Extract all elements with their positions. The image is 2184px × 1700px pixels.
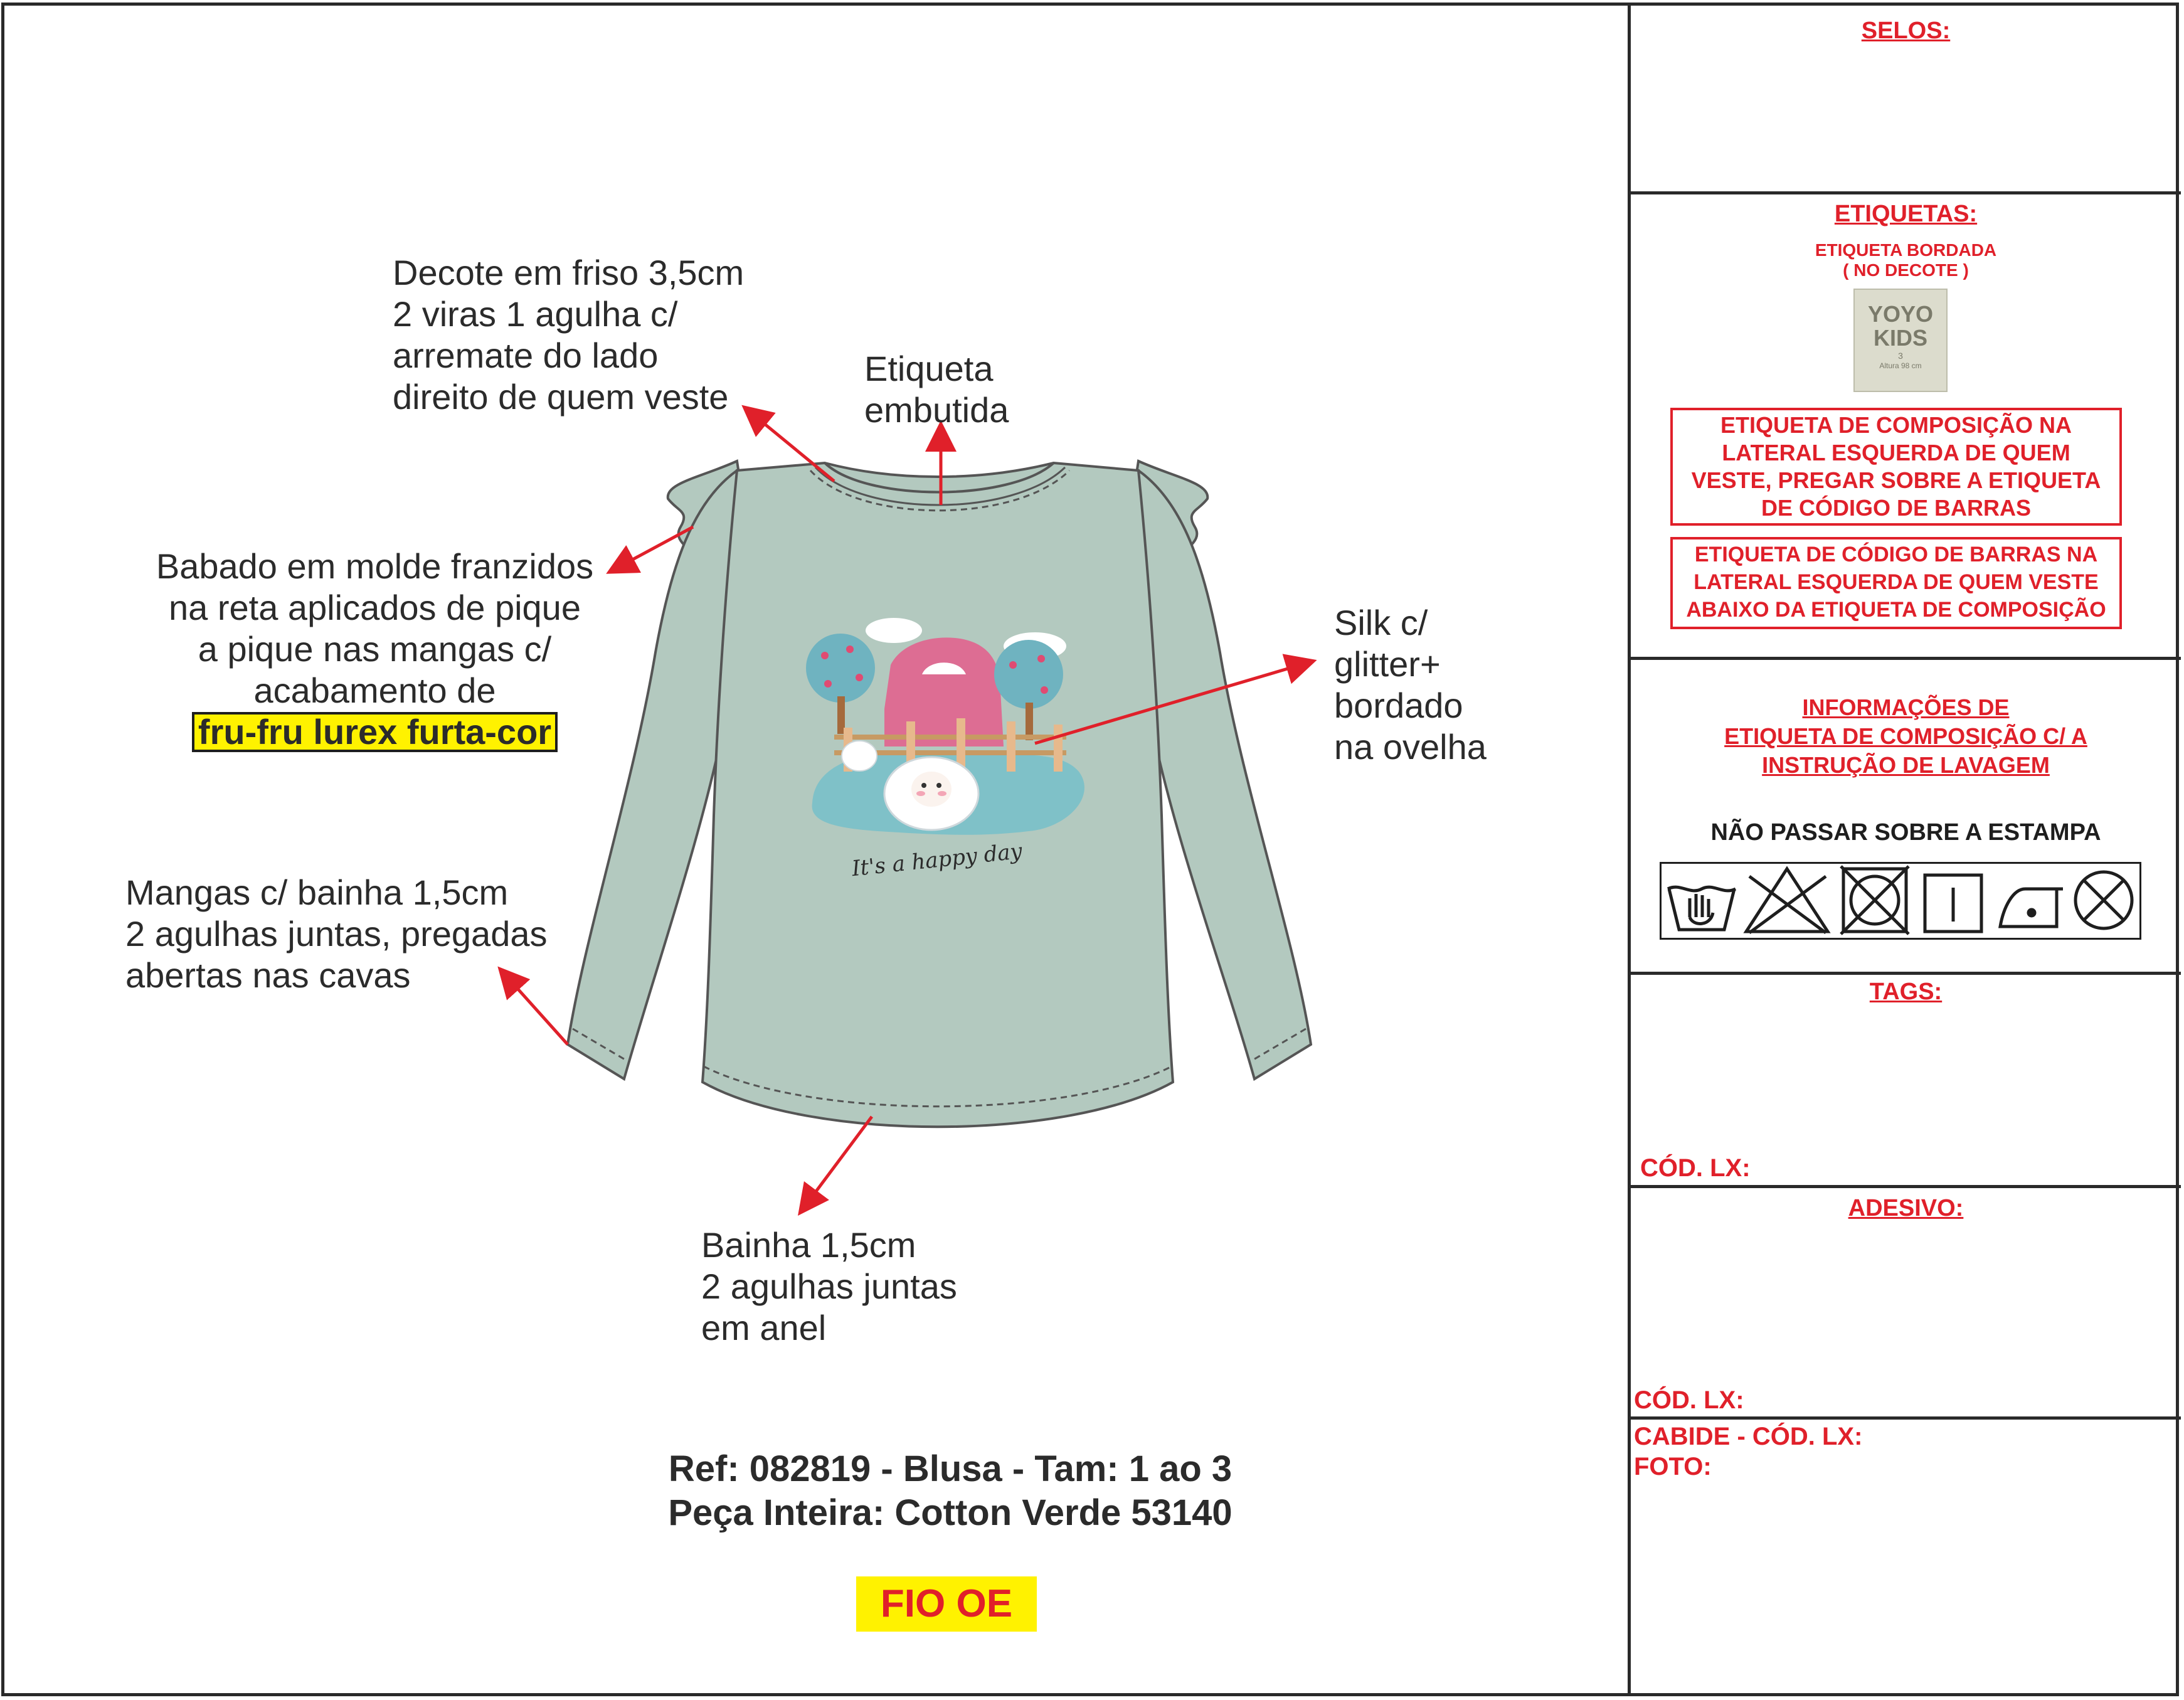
- cabide-label: CABIDE - CÓD. LX:: [1634, 1423, 1863, 1450]
- label-size: 3: [1898, 351, 1903, 361]
- note-mangas-line: Mangas c/ bainha 1,5cm: [125, 873, 509, 912]
- note-babado: [144, 546, 605, 753]
- note-silk-line: bordado: [1334, 686, 1463, 725]
- composicao-line: LATERAL ESQUERDA DE QUEM: [1722, 440, 2070, 465]
- line-dry-icon: [1925, 875, 1981, 932]
- no-bleach-icon: [1746, 869, 1828, 933]
- info-title: [1631, 693, 2181, 780]
- cod-lx-tags: CÓD. LX:: [1640, 1154, 1751, 1182]
- nao-passar-text: NÃO PASSAR SOBRE A ESTAMPA: [1710, 819, 2101, 846]
- foto-label: FOTO:: [1634, 1453, 1712, 1480]
- note-silk: [1334, 602, 1487, 768]
- note-bainha-line: Bainha 1,5cm: [701, 1225, 916, 1265]
- print-tree-left: [806, 634, 875, 703]
- iron-low-icon: [2000, 889, 2063, 927]
- care-symbols-row: [1660, 862, 2141, 940]
- print-barn: [884, 637, 1004, 746]
- tags-title: TAGS:: [1869, 979, 1943, 1005]
- brand-label-swatch: [1853, 289, 1948, 392]
- note-babado-line: acabamento de: [253, 671, 496, 710]
- composicao-line: ETIQUETA DE COMPOSIÇÃO NA: [1720, 412, 2072, 438]
- etiquetas-title: ETIQUETAS:: [1834, 201, 1978, 227]
- note-silk-line: Silk c/: [1334, 603, 1428, 642]
- etiqueta-bordada-text: ETIQUETA BORDADA: [1815, 240, 1997, 260]
- print-cloud-left: [866, 618, 922, 643]
- barras-line: ABAIXO DA ETIQUETA DE COMPOSIÇÃO: [1686, 598, 2106, 622]
- print-slogan: It's a happy day: [851, 838, 1024, 882]
- info-title-line: ETIQUETA DE COMPOSIÇÃO C/ A: [1724, 723, 2087, 749]
- note-mangas-line: abertas nas cavas: [125, 955, 411, 995]
- note-decote-line: direito de quem veste: [393, 377, 729, 417]
- print-tree-right: [994, 640, 1063, 709]
- note-mangas: [125, 872, 548, 996]
- hand-wash-icon: [1668, 887, 1736, 930]
- composicao-line: VESTE, PREGAR SOBRE A ETIQUETA: [1691, 467, 2101, 493]
- yarn-badge: FIO OE: [856, 1576, 1037, 1632]
- reference-line-1: Ref: 082819 - Blusa - Tam: 1 ao 3: [668, 1448, 1232, 1489]
- note-decote: [393, 252, 744, 418]
- no-dry-clean-icon: [2075, 872, 2132, 928]
- note-mangas-line: 2 agulhas juntas, pregadas: [125, 914, 548, 954]
- note-etiqueta-embutida: [864, 348, 1009, 431]
- adesivo-title: ADESIVO:: [1848, 1195, 1964, 1221]
- arrow-bainha: [802, 1117, 872, 1211]
- info-title-line: INSTRUÇÃO DE LAVAGEM: [1762, 752, 2050, 778]
- note-babado-line: na reta aplicados de pique: [169, 588, 581, 627]
- no-decote-text: ( NO DECOTE ): [1843, 260, 1969, 280]
- barras-line: LATERAL ESQUERDA DE QUEM VESTE: [1694, 570, 2099, 594]
- label-brand-line: KIDS: [1873, 325, 1927, 351]
- note-babado-line: Babado em molde franzidos: [156, 546, 594, 586]
- note-bainha: [701, 1225, 957, 1349]
- note-etiqueta-line: Etiqueta: [864, 349, 994, 388]
- barras-instruction-box: [1670, 537, 2122, 629]
- cod-lx-adesivo: CÓD. LX:: [1634, 1386, 1744, 1414]
- note-bainha-line: 2 agulhas juntas: [701, 1267, 957, 1306]
- label-brand-line: YOYO: [1867, 301, 1934, 327]
- info-title-line: INFORMAÇÕES DE: [1802, 694, 2010, 720]
- note-decote-line: arremate do lado: [393, 336, 659, 375]
- note-bainha-line: em anel: [701, 1308, 827, 1347]
- label-small-text: Altura 98 cm: [1879, 361, 1922, 370]
- barras-line: ETIQUETA DE CÓDIGO DE BARRAS NA: [1694, 543, 2098, 566]
- note-babado-line: a pique nas mangas c/: [198, 629, 552, 669]
- note-decote-line: 2 viras 1 agulha c/: [393, 294, 678, 334]
- composicao-instruction-box: [1670, 408, 2122, 526]
- no-tumble-dry-icon: [1841, 866, 1909, 934]
- reference-line-2: Peça Inteira: Cotton Verde 53140: [668, 1492, 1232, 1533]
- composicao-line: DE CÓDIGO DE BARRAS: [1761, 495, 2032, 521]
- note-etiqueta-line: embutida: [864, 390, 1009, 430]
- selos-title: SELOS:: [1861, 18, 1951, 44]
- note-silk-line: na ovelha: [1334, 727, 1487, 767]
- babado-highlight: fru-fru lurex furta-cor: [192, 712, 558, 752]
- care-symbols: [1662, 864, 2139, 938]
- print-hen: [842, 741, 877, 771]
- note-decote-line: Decote em friso 3,5cm: [393, 253, 745, 292]
- note-silk-line: glitter+: [1334, 644, 1441, 684]
